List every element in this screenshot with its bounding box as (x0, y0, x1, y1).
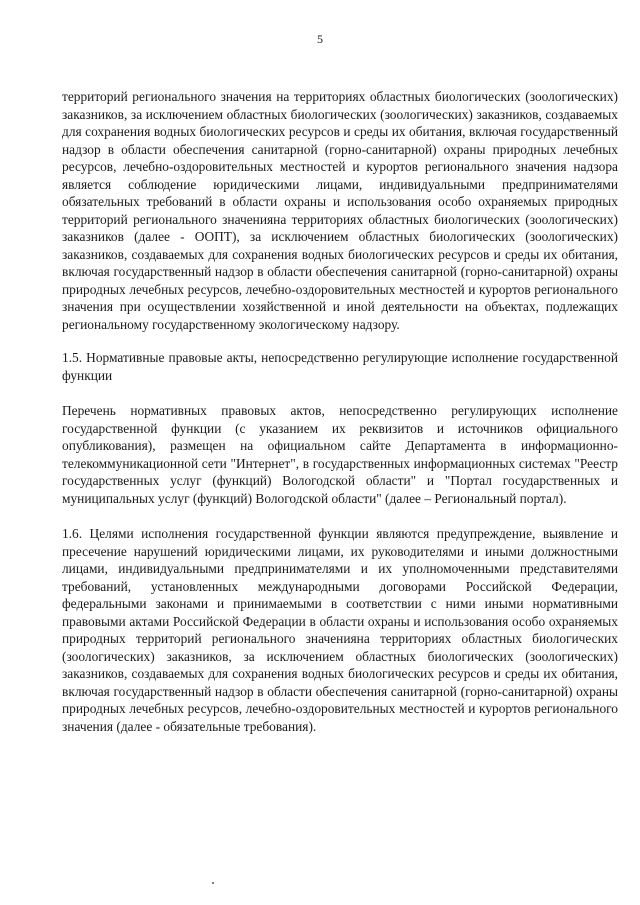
section-1-5-heading: 1.5. Нормативные правовые акты, непосредственно регулирующие исполнение государственной функции (62, 350, 618, 383)
continued-paragraph: территорий регионального значения на территориях областных биологических (зоологических) заказников, за исключением областных биологических (зоологических) заказников, создаваемых для сохранения водных биологических ресурсов и среды их обитания, включая государственный надзор в области обеспечения санитарной (горно-санитарной) охраны природных лечебных ресурсов, лечебно-оздоровительных местностей и курортов регионального значения надзора является соблюдение юридическими лицами, индивидуальными предпринимателями обязательных требований в области охраны и использования особо охраняемых природных территорий регионального значенияна территориях областных биологических (зоологических) заказников (далее - ООПТ), за исключением областных биологических (зоологических) заказников, создаваемых для сохранения водных биологических ресурсов и среды их обитания, включая государственный надзор в области обеспечения санитарной (горно-санитарной) охраны природных лечебных ресурсов, лечебно-оздоровительных местностей и курортов регионального значения при осуществлении хозяйственной и иной деятельности на объектах, подлежащих региональному государственному экологическому надзору. (62, 89, 618, 332)
document-body (62, 88, 618, 735)
section-1-6-paragraph: 1.6. Целями исполнения государственной функции являются предупреждение, выявление и пресечение нарушений юридическими лицами, их руководителями и иными должностными лицами, индивидуальными предпринимателями и их уполномоченными представителями требований, установленных международными договорами Российской Федерации, федеральными законами и принимаемыми в соответствии с ними иными нормативными правовыми актами Российской Федерации в области охраны и использования особо охраняемых природных территорий регионального значенияна территориях областных биологических (зоологических) заказников, за исключением областных биологических (зоологических) заказников, создаваемых для сохранения водных биологических ресурсов и среды их обитания, включая государственный надзор в области обеспечения санитарной (горно-санитарной) охраны природных лечебных ресурсов, лечебно-оздоровительных местностей и курортов регионального значения (далее - обязательные требования). (62, 526, 618, 734)
normative-acts-paragraph: Перечень нормативных правовых актов, непосредственно регулирующих исполнение государственной функции (с указанием их реквизитов и источников официального опубликования), размещен на официальном сайте Департамента в информационно-телекоммуникационной сети "Интернет", в государственных информационных системах "Реестр государственных услуг (функций) Вологодской области" и "Портал государственных и муниципальных услуг (функций) Вологодской области" (далее – Региональный портал). (62, 403, 618, 506)
scan-speck (212, 882, 214, 884)
page-number: 5 (317, 32, 323, 46)
